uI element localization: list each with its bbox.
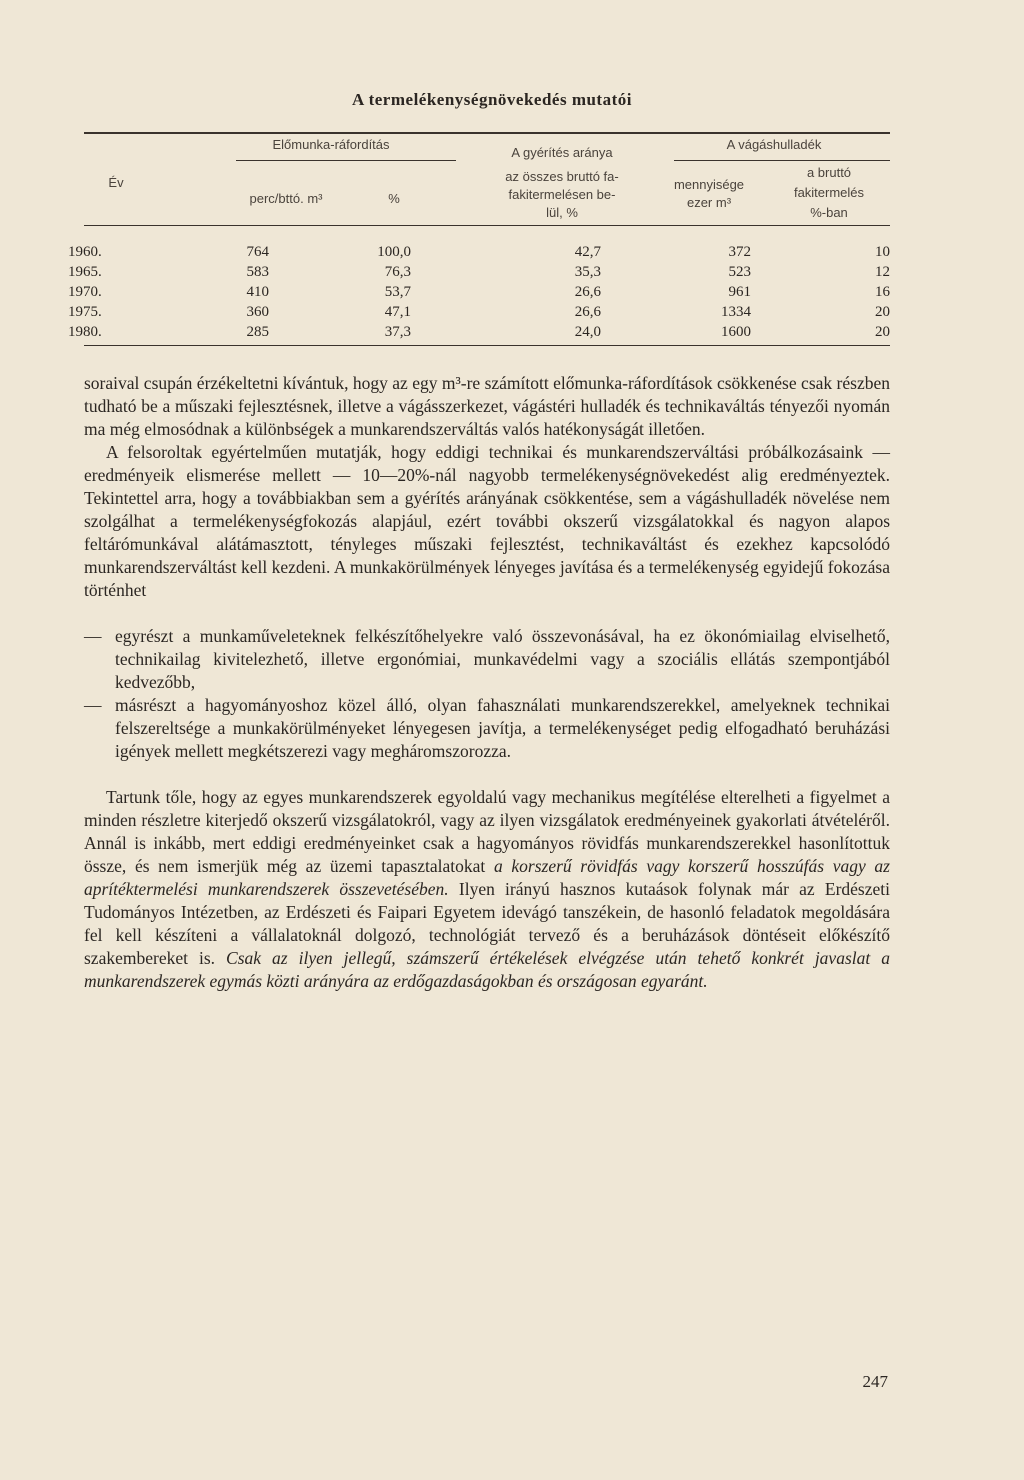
table-cell-value: 35,3 xyxy=(574,264,601,280)
table-cell-value: 16 xyxy=(875,284,890,300)
dash-item-1 xyxy=(84,625,890,694)
table-cell-value: 285 xyxy=(246,324,269,340)
table-cell-value: 372 xyxy=(728,244,751,260)
table-cell-year: 1970. xyxy=(68,284,102,300)
paragraph-3-part-c: Ilyen irányú hasznos kutaások folynak már az Erdészeti Tudományos Intézetben, az Erdészeti és Faipari Egyetem idevágó tanszékein, de hasonló feladatok megoldására fel kell készíteni a vállalatoknál dolgozó, technológiát tervező és a beruházások döntéseit előkészítő szakembereket is. xyxy=(84,879,890,968)
paragraph-1: soraival csupán érzékeltetni kívántuk, hogy az egy m³-re számított előmunka-ráfordítások csökkenése csak részben tudható be a műszaki fejlesztésnek, illetve a vágásszerkezet, vágástéri hulladék és technikaváltás tényezői nyomán ma még elmosódnak a különbségek a munkarendszerváltás valós hatékonyságát illetően. xyxy=(84,373,890,439)
paragraph-2: A felsoroltak egyértelműen mutatják, hogy eddigi technikai és munkarendszerváltási próbálkozásaink — eredményeik elismerése mellett — 10—20%-nál nagyobb termelékenységnövekedést alig eredményeztek. Tekintettel arra, hogy a továbbiakban sem a gyérítés arányának csökkentése, sem a vágáshulladék növelése nem szolgálhat a termelékenységfokozás alapjául, ezért további okszerű vizsgálatokkal és nagyon alapos feltárómunkával alátámasztott, tényleges műszaki fejlesztést, technikaváltást és ezekhez kapcsolódó munkarendszerváltást kell kezdeni. A munkakörülmények lényeges javítása és a termelékenység egyidejű fokozása történhet xyxy=(84,442,890,600)
dash-item-text: egyrészt a munkaműveleteknek felkészítőhelyekre való összevonásával, ha ez ökonómiailag elviselhető, technikailag kivitelezhető, illetve ergonómiai, munkavédelmi vagy a szociális ellátás szempontjából kedvezőbb, xyxy=(115,626,890,692)
paragraph-3-italic-a: a korszerű rövidfás vagy korszerű hosszúfás vagy az aprítéktermelési munkarendszerek összevetésében. xyxy=(84,856,890,899)
header-brutto-line1: a bruttó xyxy=(806,165,852,180)
table-cell-value: 53,7 xyxy=(384,284,411,300)
table-cell-year: 1965. xyxy=(68,264,102,280)
table-cell-value: 26,6 xyxy=(574,284,601,300)
header-gyerites-line3: fakitermelésen be- xyxy=(508,187,616,202)
header-mennyiseg-line1: mennyisége xyxy=(673,177,745,192)
header-elomunka-group: Előmunka-ráfordítás xyxy=(272,137,390,152)
group-rule-elomunka xyxy=(236,160,456,161)
header-perc: perc/bttó. m³ xyxy=(249,191,323,206)
table-cell-value: 764 xyxy=(246,244,269,260)
table-cell-value: 24,0 xyxy=(574,324,601,340)
table-cell-value: 42,7 xyxy=(574,244,601,260)
table-cell-value: 583 xyxy=(246,264,269,280)
table-bottom-rule xyxy=(84,345,890,346)
table-top-rule xyxy=(84,132,890,134)
table-cell-value: 76,3 xyxy=(384,264,411,280)
table-cell-value: 100,0 xyxy=(377,244,411,260)
table-title: A termelékenységnövekedés mutatói xyxy=(352,90,632,109)
table-cell-year: 1980. xyxy=(68,324,102,340)
header-gyerites-line4: lül, % xyxy=(546,205,578,220)
table-header-rule xyxy=(84,225,890,226)
header-ev: Év xyxy=(108,175,124,190)
dash-marker: — xyxy=(84,695,102,715)
table-cell-value: 47,1 xyxy=(384,304,411,320)
table-cell-value: 523 xyxy=(728,264,751,280)
table-row xyxy=(68,264,890,284)
header-mennyiseg-line2: ezer m³ xyxy=(686,195,732,210)
table-cell-year: 1975. xyxy=(68,304,102,320)
paragraph-3-part-a: Tartunk tőle, hogy az egyes munkarendszerek egyoldalú vagy mechanikus megítélése elterelheti a figyelmet a minden részletre kiterjedő okszerű vizsgálatokról, vagy az ilyen vizsgálatok eredményeinek gyakorlati átvételéről. Annál is inkább, mert eddigi eredményeinket csak a hagyományos rövidfás munkarendszerekkel hasonlítottuk össze, és nem ismerjük még az üzemi tapasztalatokat xyxy=(84,787,890,876)
page-number: 247 xyxy=(862,1372,888,1391)
group-rule-vagas xyxy=(674,160,890,161)
body-text xyxy=(84,372,890,993)
table-cell-value: 20 xyxy=(875,304,890,320)
table-cell-value: 1600 xyxy=(721,324,751,340)
header-gyerites-line1: A gyérítés aránya xyxy=(511,145,613,160)
dash-marker: — xyxy=(84,626,102,646)
table-cell-value: 961 xyxy=(728,284,751,300)
header-brutto-line3: %-ban xyxy=(810,205,848,220)
table-row xyxy=(68,244,890,264)
header-vagas-group: A vágáshulladék xyxy=(726,137,822,152)
header-gyerites-line2: az összes bruttó fa- xyxy=(505,169,619,184)
table-cell-value: 1334 xyxy=(721,304,751,320)
dash-item-text: másrészt a hagyományoshoz közel álló, olyan fahasználati munkarendszerekkel, amelyeknek technikai felszereltsége a munkakörülményeket lényegesen javítja, a termelékenységet pedig elfogadható beruházási igények mellett megkétszerezi vagy megháromszorozza. xyxy=(115,695,890,761)
table-row xyxy=(68,324,890,344)
table-cell-value: 10 xyxy=(875,244,890,260)
table-cell-year: 1960. xyxy=(68,244,102,260)
table-cell-value: 26,6 xyxy=(574,304,601,320)
paragraph-3 xyxy=(84,786,890,993)
header-brutto-line2: fakitermelés xyxy=(793,185,865,200)
table-cell-value: 12 xyxy=(875,264,890,280)
table-cell-value: 37,3 xyxy=(384,324,411,340)
paragraph-3-italic-b: Csak az ilyen jellegű, számszerű értékelések elvégzése után tehető konkrét javaslat a munkarendszerek egymás közti arányára az erdőgazdaságokban és országosan egyaránt. xyxy=(84,948,890,991)
table-row xyxy=(68,304,890,324)
dash-item-2 xyxy=(84,694,890,763)
table-cell-value: 360 xyxy=(246,304,269,320)
table-cell-value: 410 xyxy=(246,284,269,300)
table-cell-value: 20 xyxy=(875,324,890,340)
table-row xyxy=(68,284,890,304)
header-percent: % xyxy=(388,191,400,206)
